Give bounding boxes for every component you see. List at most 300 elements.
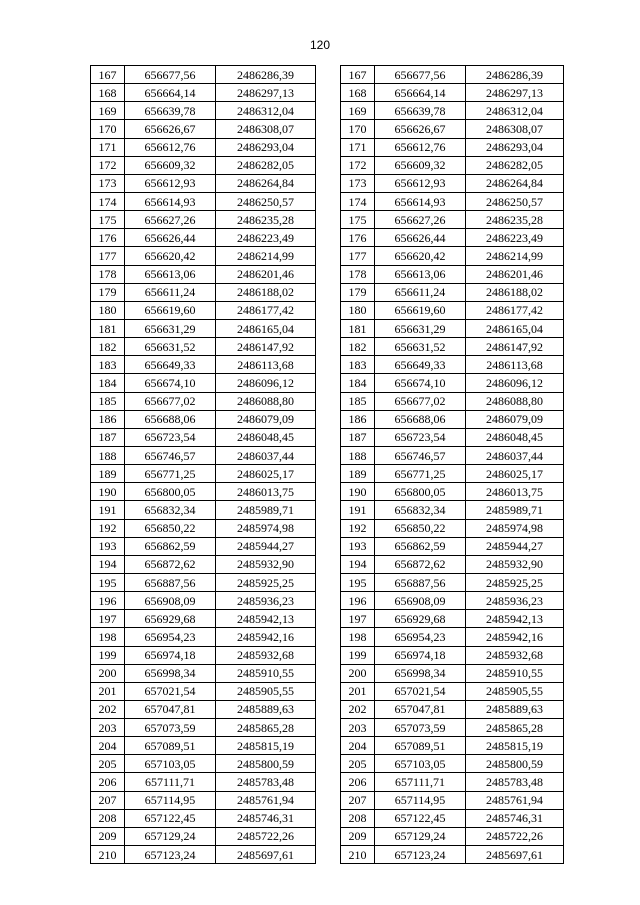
point-number-cell: 188	[341, 446, 375, 464]
x-coordinate-cell: 656872,62	[125, 555, 216, 573]
y-coordinate-cell: 2486147,92	[466, 338, 564, 356]
point-number-cell: 179	[341, 283, 375, 301]
y-coordinate-cell: 2485722,26	[466, 827, 564, 845]
y-coordinate-cell: 2486201,46	[216, 265, 316, 283]
table-row	[91, 592, 316, 610]
table-row	[91, 410, 316, 428]
y-coordinate-cell: 2486293,04	[466, 138, 564, 156]
x-coordinate-cell: 656611,24	[375, 283, 466, 301]
point-number-cell: 196	[91, 592, 125, 610]
x-coordinate-cell: 656612,76	[125, 138, 216, 156]
x-coordinate-cell: 656862,59	[125, 537, 216, 555]
point-number-cell: 197	[341, 610, 375, 628]
table-row	[91, 700, 316, 718]
point-number-cell: 171	[341, 138, 375, 156]
y-coordinate-cell: 2485865,28	[216, 719, 316, 737]
point-number-cell: 207	[91, 791, 125, 809]
point-number-cell: 205	[341, 755, 375, 773]
point-number-cell: 195	[91, 573, 125, 591]
table-row	[341, 646, 564, 664]
table-row	[91, 446, 316, 464]
table-row	[341, 156, 564, 174]
point-number-cell: 201	[91, 682, 125, 700]
x-coordinate-cell: 656620,42	[125, 247, 216, 265]
y-coordinate-cell: 2486264,84	[466, 174, 564, 192]
x-coordinate-cell: 656723,54	[125, 428, 216, 446]
y-coordinate-cell: 2486037,44	[466, 446, 564, 464]
y-coordinate-cell: 2485746,31	[466, 809, 564, 827]
y-coordinate-cell: 2486308,07	[466, 120, 564, 138]
point-number-cell: 182	[341, 338, 375, 356]
x-coordinate-cell: 657122,45	[375, 809, 466, 827]
table-row	[341, 356, 564, 374]
table-row	[341, 410, 564, 428]
point-number-cell: 210	[341, 846, 375, 864]
point-number-cell: 194	[91, 555, 125, 573]
y-coordinate-cell: 2486250,57	[216, 192, 316, 210]
x-coordinate-cell: 656677,02	[125, 392, 216, 410]
table-row	[91, 319, 316, 337]
y-coordinate-cell: 2485932,90	[216, 555, 316, 573]
y-coordinate-cell: 2485800,59	[216, 755, 316, 773]
table-row	[91, 573, 316, 591]
y-coordinate-cell: 2485889,63	[466, 700, 564, 718]
point-number-cell: 191	[341, 501, 375, 519]
x-coordinate-cell: 656929,68	[125, 610, 216, 628]
table-row	[91, 338, 316, 356]
point-number-cell: 182	[91, 338, 125, 356]
point-number-cell: 208	[341, 809, 375, 827]
x-coordinate-cell: 656664,14	[125, 84, 216, 102]
table-row	[91, 737, 316, 755]
x-coordinate-cell: 656611,24	[125, 283, 216, 301]
table-row	[341, 465, 564, 483]
y-coordinate-cell: 2486188,02	[466, 283, 564, 301]
point-number-cell: 203	[91, 719, 125, 737]
x-coordinate-cell: 656612,76	[375, 138, 466, 156]
table-row	[341, 138, 564, 156]
y-coordinate-cell: 2485889,63	[216, 700, 316, 718]
table-row	[91, 465, 316, 483]
y-coordinate-cell: 2485761,94	[216, 791, 316, 809]
table-row	[341, 66, 564, 84]
point-number-cell: 185	[91, 392, 125, 410]
point-number-cell: 198	[341, 628, 375, 646]
y-coordinate-cell: 2486088,80	[466, 392, 564, 410]
x-coordinate-cell: 656832,34	[375, 501, 466, 519]
point-number-cell: 174	[91, 192, 125, 210]
y-coordinate-cell: 2485974,98	[216, 519, 316, 537]
point-number-cell: 175	[91, 211, 125, 229]
point-number-cell: 191	[91, 501, 125, 519]
x-coordinate-cell: 656998,34	[375, 664, 466, 682]
x-coordinate-cell: 656627,26	[375, 211, 466, 229]
table-row	[91, 646, 316, 664]
x-coordinate-cell: 657114,95	[125, 791, 216, 809]
x-coordinate-cell: 656677,02	[375, 392, 466, 410]
x-coordinate-cell: 657114,95	[375, 791, 466, 809]
point-number-cell: 178	[91, 265, 125, 283]
point-number-cell: 184	[91, 374, 125, 392]
y-coordinate-cell: 2486025,17	[466, 465, 564, 483]
y-coordinate-cell: 2486025,17	[216, 465, 316, 483]
y-coordinate-cell: 2486282,05	[216, 156, 316, 174]
y-coordinate-cell: 2485936,23	[466, 592, 564, 610]
x-coordinate-cell: 656664,14	[375, 84, 466, 102]
page-number: 120	[309, 38, 331, 52]
point-number-cell: 176	[91, 229, 125, 247]
table-row	[341, 392, 564, 410]
y-coordinate-cell: 2485989,71	[216, 501, 316, 519]
x-coordinate-cell: 656746,57	[125, 446, 216, 464]
table-row	[91, 174, 316, 192]
y-coordinate-cell: 2485783,48	[466, 773, 564, 791]
y-coordinate-cell: 2486165,04	[466, 319, 564, 337]
table-row	[91, 791, 316, 809]
point-number-cell: 200	[91, 664, 125, 682]
point-number-cell: 202	[341, 700, 375, 718]
table-row	[341, 211, 564, 229]
point-number-cell: 181	[341, 319, 375, 337]
point-number-cell: 176	[341, 229, 375, 247]
x-coordinate-cell: 656862,59	[375, 537, 466, 555]
x-coordinate-cell: 656631,29	[375, 319, 466, 337]
table-row	[341, 682, 564, 700]
table-row	[91, 773, 316, 791]
y-coordinate-cell: 2486282,05	[466, 156, 564, 174]
x-coordinate-cell: 657129,24	[375, 827, 466, 845]
y-coordinate-cell: 2486113,68	[466, 356, 564, 374]
point-number-cell: 183	[91, 356, 125, 374]
y-coordinate-cell: 2486223,49	[466, 229, 564, 247]
table-row	[341, 700, 564, 718]
point-number-cell: 185	[341, 392, 375, 410]
y-coordinate-cell: 2485905,55	[466, 682, 564, 700]
table-row	[341, 592, 564, 610]
point-number-cell: 183	[341, 356, 375, 374]
x-coordinate-cell: 656771,25	[125, 465, 216, 483]
table-row	[91, 247, 316, 265]
point-number-cell: 169	[341, 102, 375, 120]
y-coordinate-cell: 2485936,23	[216, 592, 316, 610]
x-coordinate-cell: 656908,09	[125, 592, 216, 610]
y-coordinate-cell: 2486308,07	[216, 120, 316, 138]
x-coordinate-cell: 657103,05	[375, 755, 466, 773]
table-row	[341, 737, 564, 755]
point-number-cell: 205	[91, 755, 125, 773]
x-coordinate-cell: 656688,06	[375, 410, 466, 428]
table-row	[91, 555, 316, 573]
x-coordinate-cell: 656998,34	[125, 664, 216, 682]
y-coordinate-cell: 2486165,04	[216, 319, 316, 337]
x-coordinate-cell: 656674,10	[375, 374, 466, 392]
table-row	[341, 501, 564, 519]
y-coordinate-cell: 2486088,80	[216, 392, 316, 410]
point-number-cell: 209	[91, 827, 125, 845]
point-number-cell: 194	[341, 555, 375, 573]
x-coordinate-cell: 657073,59	[125, 719, 216, 737]
y-coordinate-cell: 2485815,19	[466, 737, 564, 755]
point-number-cell: 197	[91, 610, 125, 628]
point-number-cell: 167	[91, 66, 125, 84]
y-coordinate-cell: 2486048,45	[216, 428, 316, 446]
x-coordinate-cell: 656974,18	[125, 646, 216, 664]
table-row	[341, 102, 564, 120]
point-number-cell: 177	[341, 247, 375, 265]
x-coordinate-cell: 657111,71	[125, 773, 216, 791]
table-row	[91, 84, 316, 102]
x-coordinate-cell: 656850,22	[125, 519, 216, 537]
point-number-cell: 202	[91, 700, 125, 718]
y-coordinate-cell: 2486147,92	[216, 338, 316, 356]
table-row	[91, 537, 316, 555]
y-coordinate-cell: 2485932,68	[466, 646, 564, 664]
point-number-cell: 173	[341, 174, 375, 192]
y-coordinate-cell: 2486223,49	[216, 229, 316, 247]
point-number-cell: 187	[91, 428, 125, 446]
table-row	[341, 537, 564, 555]
table-row	[91, 628, 316, 646]
x-coordinate-cell: 656908,09	[375, 592, 466, 610]
y-coordinate-cell: 2485989,71	[466, 501, 564, 519]
x-coordinate-cell: 657021,54	[375, 682, 466, 700]
y-coordinate-cell: 2485925,25	[466, 573, 564, 591]
y-coordinate-cell: 2485910,55	[216, 664, 316, 682]
point-number-cell: 167	[341, 66, 375, 84]
table-row	[91, 301, 316, 319]
y-coordinate-cell: 2486297,13	[466, 84, 564, 102]
table-row	[91, 827, 316, 845]
y-coordinate-cell: 2486048,45	[466, 428, 564, 446]
x-coordinate-cell: 657089,51	[375, 737, 466, 755]
point-number-cell: 189	[91, 465, 125, 483]
x-coordinate-cell: 656929,68	[375, 610, 466, 628]
y-coordinate-cell: 2485942,13	[216, 610, 316, 628]
y-coordinate-cell: 2485697,61	[216, 846, 316, 864]
y-coordinate-cell: 2485932,68	[216, 646, 316, 664]
table-row	[341, 483, 564, 501]
point-number-cell: 170	[341, 120, 375, 138]
point-number-cell: 169	[91, 102, 125, 120]
table-row	[91, 809, 316, 827]
y-coordinate-cell: 2485783,48	[216, 773, 316, 791]
point-number-cell: 195	[341, 573, 375, 591]
x-coordinate-cell: 657103,05	[125, 755, 216, 773]
table-row	[91, 610, 316, 628]
y-coordinate-cell: 2486177,42	[466, 301, 564, 319]
x-coordinate-cell: 656612,93	[375, 174, 466, 192]
y-coordinate-cell: 2485942,16	[216, 628, 316, 646]
point-number-cell: 201	[341, 682, 375, 700]
x-coordinate-cell: 656609,32	[125, 156, 216, 174]
x-coordinate-cell: 657111,71	[375, 773, 466, 791]
point-number-cell: 206	[91, 773, 125, 791]
table-row	[341, 555, 564, 573]
x-coordinate-cell: 656677,56	[125, 66, 216, 84]
table-row	[91, 356, 316, 374]
table-row	[341, 174, 564, 192]
point-number-cell: 168	[91, 84, 125, 102]
x-coordinate-cell: 656887,56	[375, 573, 466, 591]
x-coordinate-cell: 656954,23	[375, 628, 466, 646]
table-row	[341, 301, 564, 319]
x-coordinate-cell: 656626,67	[375, 120, 466, 138]
x-coordinate-cell: 656649,33	[125, 356, 216, 374]
table-row	[91, 156, 316, 174]
y-coordinate-cell: 2485761,94	[466, 791, 564, 809]
x-coordinate-cell: 657073,59	[375, 719, 466, 737]
x-coordinate-cell: 656954,23	[125, 628, 216, 646]
table-row	[91, 229, 316, 247]
table-row	[341, 827, 564, 845]
table-row	[341, 247, 564, 265]
x-coordinate-cell: 656639,78	[125, 102, 216, 120]
table-row	[341, 319, 564, 337]
y-coordinate-cell: 2485944,27	[216, 537, 316, 555]
x-coordinate-cell: 656746,57	[375, 446, 466, 464]
point-number-cell: 181	[91, 319, 125, 337]
table-row	[341, 519, 564, 537]
y-coordinate-cell: 2485910,55	[466, 664, 564, 682]
table-row	[91, 192, 316, 210]
point-number-cell: 186	[341, 410, 375, 428]
y-coordinate-cell: 2485942,13	[466, 610, 564, 628]
point-number-cell: 184	[341, 374, 375, 392]
x-coordinate-cell: 656688,06	[125, 410, 216, 428]
y-coordinate-cell: 2486188,02	[216, 283, 316, 301]
table-row	[341, 719, 564, 737]
y-coordinate-cell: 2486312,04	[466, 102, 564, 120]
point-number-cell: 190	[91, 483, 125, 501]
x-coordinate-cell: 656674,10	[125, 374, 216, 392]
x-coordinate-cell: 656771,25	[375, 465, 466, 483]
table-row	[91, 755, 316, 773]
y-coordinate-cell: 2486096,12	[216, 374, 316, 392]
point-number-cell: 172	[91, 156, 125, 174]
point-number-cell: 192	[91, 519, 125, 537]
x-coordinate-cell: 656626,67	[125, 120, 216, 138]
y-coordinate-cell: 2486264,84	[216, 174, 316, 192]
y-coordinate-cell: 2486235,28	[216, 211, 316, 229]
table-row	[91, 102, 316, 120]
x-coordinate-cell: 656872,62	[375, 555, 466, 573]
table-row	[91, 374, 316, 392]
point-number-cell: 189	[341, 465, 375, 483]
y-coordinate-cell: 2486013,75	[466, 483, 564, 501]
table-row	[341, 192, 564, 210]
table-row	[341, 428, 564, 446]
y-coordinate-cell: 2485865,28	[466, 719, 564, 737]
table-row	[341, 265, 564, 283]
point-number-cell: 186	[91, 410, 125, 428]
x-coordinate-cell: 657047,81	[375, 700, 466, 718]
x-coordinate-cell: 656887,56	[125, 573, 216, 591]
table-row	[91, 483, 316, 501]
x-coordinate-cell: 656723,54	[375, 428, 466, 446]
x-coordinate-cell: 657123,24	[375, 846, 466, 864]
x-coordinate-cell: 656619,60	[375, 301, 466, 319]
y-coordinate-cell: 2485974,98	[466, 519, 564, 537]
point-number-cell: 196	[341, 592, 375, 610]
table-row	[341, 283, 564, 301]
point-number-cell: 187	[341, 428, 375, 446]
x-coordinate-cell: 656677,56	[375, 66, 466, 84]
y-coordinate-cell: 2485722,26	[216, 827, 316, 845]
x-coordinate-cell: 656619,60	[125, 301, 216, 319]
y-coordinate-cell: 2485942,16	[466, 628, 564, 646]
point-number-cell: 170	[91, 120, 125, 138]
y-coordinate-cell: 2486250,57	[466, 192, 564, 210]
point-number-cell: 208	[91, 809, 125, 827]
x-coordinate-cell: 657047,81	[125, 700, 216, 718]
y-coordinate-cell: 2486293,04	[216, 138, 316, 156]
point-number-cell: 207	[341, 791, 375, 809]
table-row	[341, 573, 564, 591]
point-number-cell: 210	[91, 846, 125, 864]
y-coordinate-cell: 2485944,27	[466, 537, 564, 555]
table-row	[341, 773, 564, 791]
table-row	[341, 374, 564, 392]
x-coordinate-cell: 656613,06	[125, 265, 216, 283]
table-row	[91, 682, 316, 700]
y-coordinate-cell: 2485932,90	[466, 555, 564, 573]
x-coordinate-cell: 656613,06	[375, 265, 466, 283]
point-number-cell: 172	[341, 156, 375, 174]
x-coordinate-cell: 656626,44	[375, 229, 466, 247]
y-coordinate-cell: 2485800,59	[466, 755, 564, 773]
x-coordinate-cell: 657123,24	[125, 846, 216, 864]
table-row	[341, 628, 564, 646]
x-coordinate-cell: 656614,93	[375, 192, 466, 210]
table-row	[91, 519, 316, 537]
point-number-cell: 190	[341, 483, 375, 501]
x-coordinate-cell: 656974,18	[375, 646, 466, 664]
x-coordinate-cell: 656609,32	[375, 156, 466, 174]
y-coordinate-cell: 2485905,55	[216, 682, 316, 700]
table-row	[341, 84, 564, 102]
x-coordinate-cell: 656800,05	[375, 483, 466, 501]
table-row	[91, 501, 316, 519]
y-coordinate-cell: 2486214,99	[216, 247, 316, 265]
point-number-cell: 199	[91, 646, 125, 664]
x-coordinate-cell: 656631,52	[375, 338, 466, 356]
x-coordinate-cell: 656626,44	[125, 229, 216, 247]
x-coordinate-cell: 656631,29	[125, 319, 216, 337]
point-number-cell: 192	[341, 519, 375, 537]
x-coordinate-cell: 657129,24	[125, 827, 216, 845]
x-coordinate-cell: 656649,33	[375, 356, 466, 374]
y-coordinate-cell: 2486113,68	[216, 356, 316, 374]
point-number-cell: 188	[91, 446, 125, 464]
point-number-cell: 180	[91, 301, 125, 319]
table-row	[91, 392, 316, 410]
table-row	[341, 755, 564, 773]
y-coordinate-cell: 2486286,39	[466, 66, 564, 84]
table-row	[341, 791, 564, 809]
x-coordinate-cell: 656832,34	[125, 501, 216, 519]
table-row	[91, 66, 316, 84]
point-number-cell: 204	[91, 737, 125, 755]
table-row	[341, 809, 564, 827]
table-row	[341, 229, 564, 247]
point-number-cell: 198	[91, 628, 125, 646]
table-row	[91, 211, 316, 229]
point-number-cell: 173	[91, 174, 125, 192]
point-number-cell: 204	[341, 737, 375, 755]
coordinates-table-right	[340, 65, 564, 864]
table-row	[91, 265, 316, 283]
point-number-cell: 199	[341, 646, 375, 664]
